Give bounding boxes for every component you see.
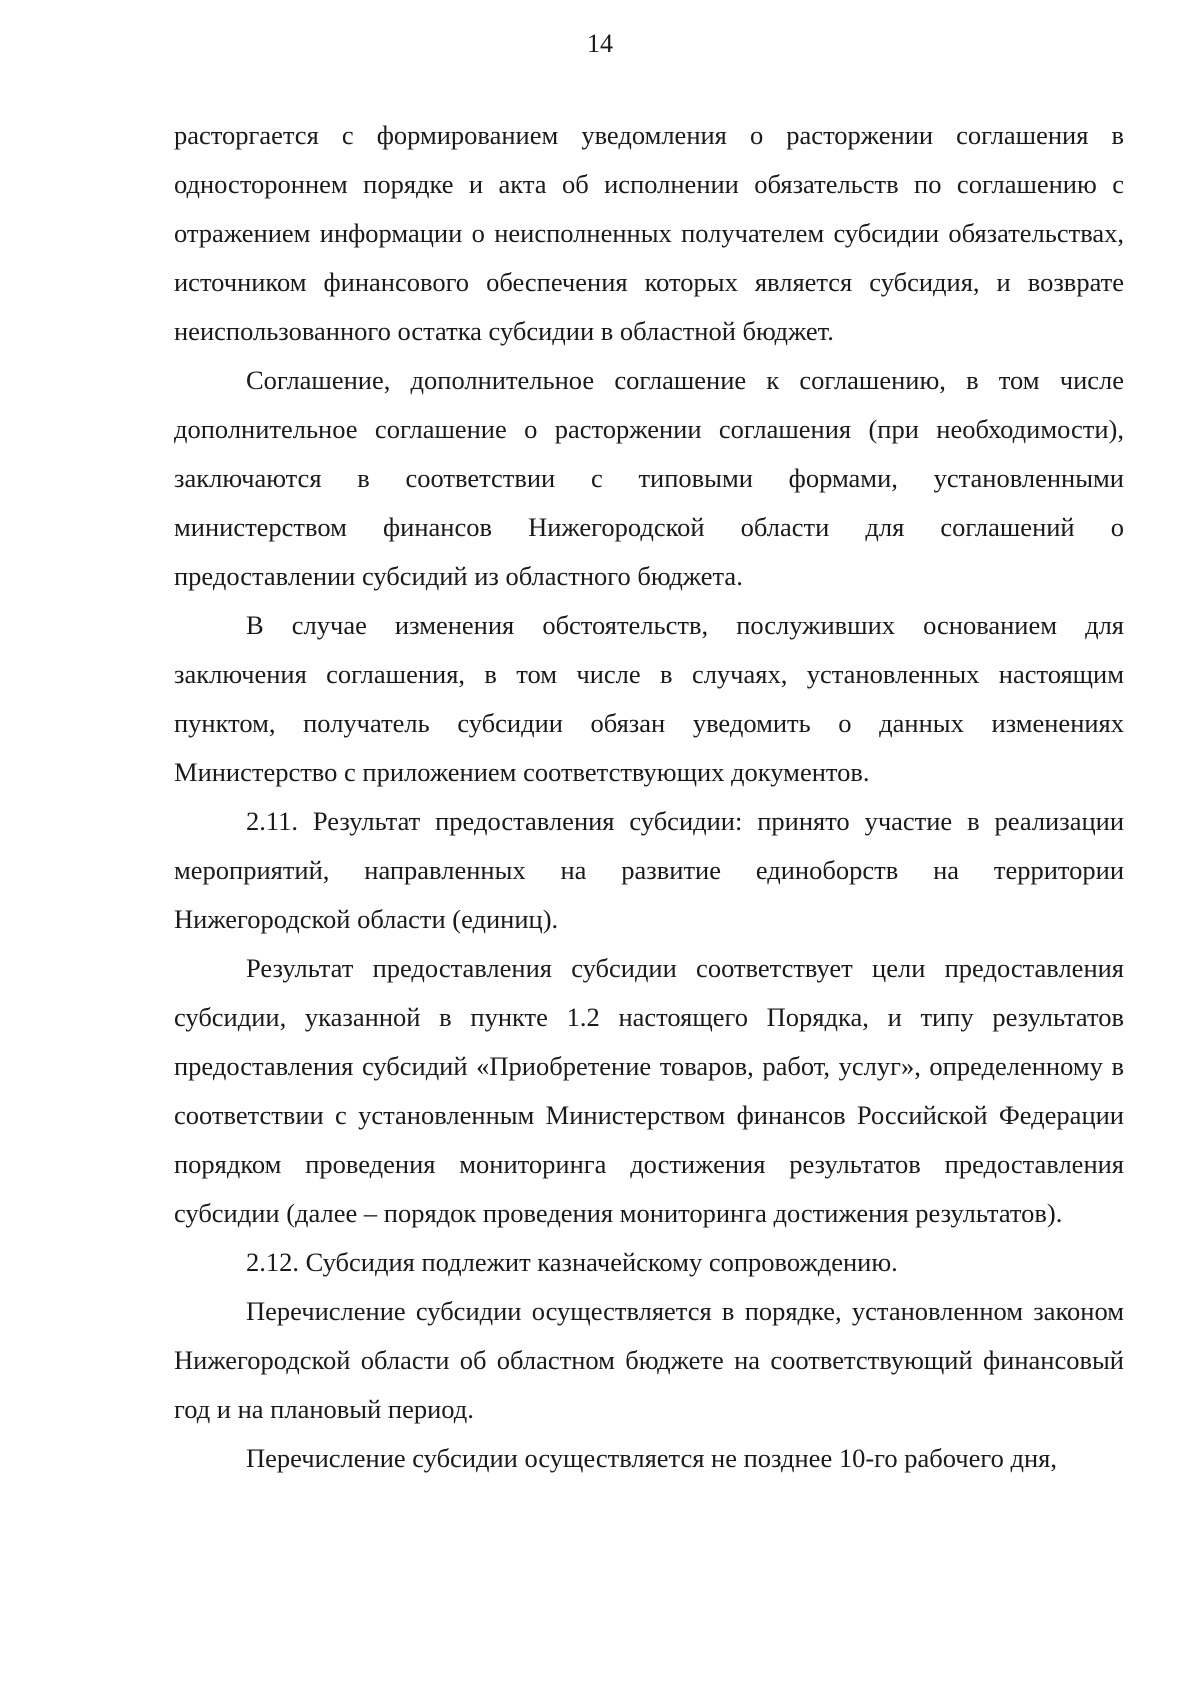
page-number: 14 — [587, 29, 613, 58]
paragraph-continuation: расторгается с формированием уведомления о расторжении соглашения в одностороннем порядке и акта об исполнении обязательств по соглашению с отражением информации о неисполненных получателем субсидии обязательствах, источником финансового обеспечения которых является субсидия, и возврате неиспользованного остатка субсидии в областной бюджет. — [174, 120, 1124, 346]
paragraph-transfer-deadline: Перечисление субсидии осуществляется не позднее 10-го рабочего дня, — [246, 1443, 1057, 1473]
paragraph-clause-2-11: 2.11. Результат предоставления субсидии: принято участие в реализации мероприятий, направленных на развитие единоборств на территории Нижегородской области (единиц). — [174, 806, 1124, 934]
paragraph-agreement-forms: Соглашение, дополнительное соглашение к соглашению, в том числе дополнительное соглашение о расторжении соглашения (при необходимости), заключаются в соответствии с типовыми формами, установленными министерством финансов Нижегородской области для соглашений о предоставлении субсидий из областного бюджета. — [174, 365, 1124, 591]
document-body — [174, 111, 1124, 1483]
paragraph-transfer-procedure: Перечисление субсидии осуществляется в порядке, установленном законом Нижегородской области об областном бюджете на соответствующий финансовый год и на плановый период. — [174, 1296, 1124, 1424]
paragraph-circumstance-change: В случае изменения обстоятельств, послуживших основанием для заключения соглашения, в том числе в случаях, установленных настоящим пунктом, получатель субсидии обязан уведомить о данных изменениях Министерство с приложением соответствующих документов. — [174, 610, 1124, 787]
paragraph-result-conformity: Результат предоставления субсидии соответствует цели предоставления субсидии, указанной в пункте 1.2 настоящего Порядка, и типу результатов предоставления субсидий «Приобретение товаров, работ, услуг», определенному в соответствии с установленным Министерством финансов Российской Федерации порядком проведения мониторинга достижения результатов предоставления субсидии (далее – порядок проведения мониторинга достижения результатов). — [174, 953, 1124, 1228]
paragraph-clause-2-12: 2.12. Субсидия подлежит казначейскому сопровождению. — [246, 1247, 898, 1277]
